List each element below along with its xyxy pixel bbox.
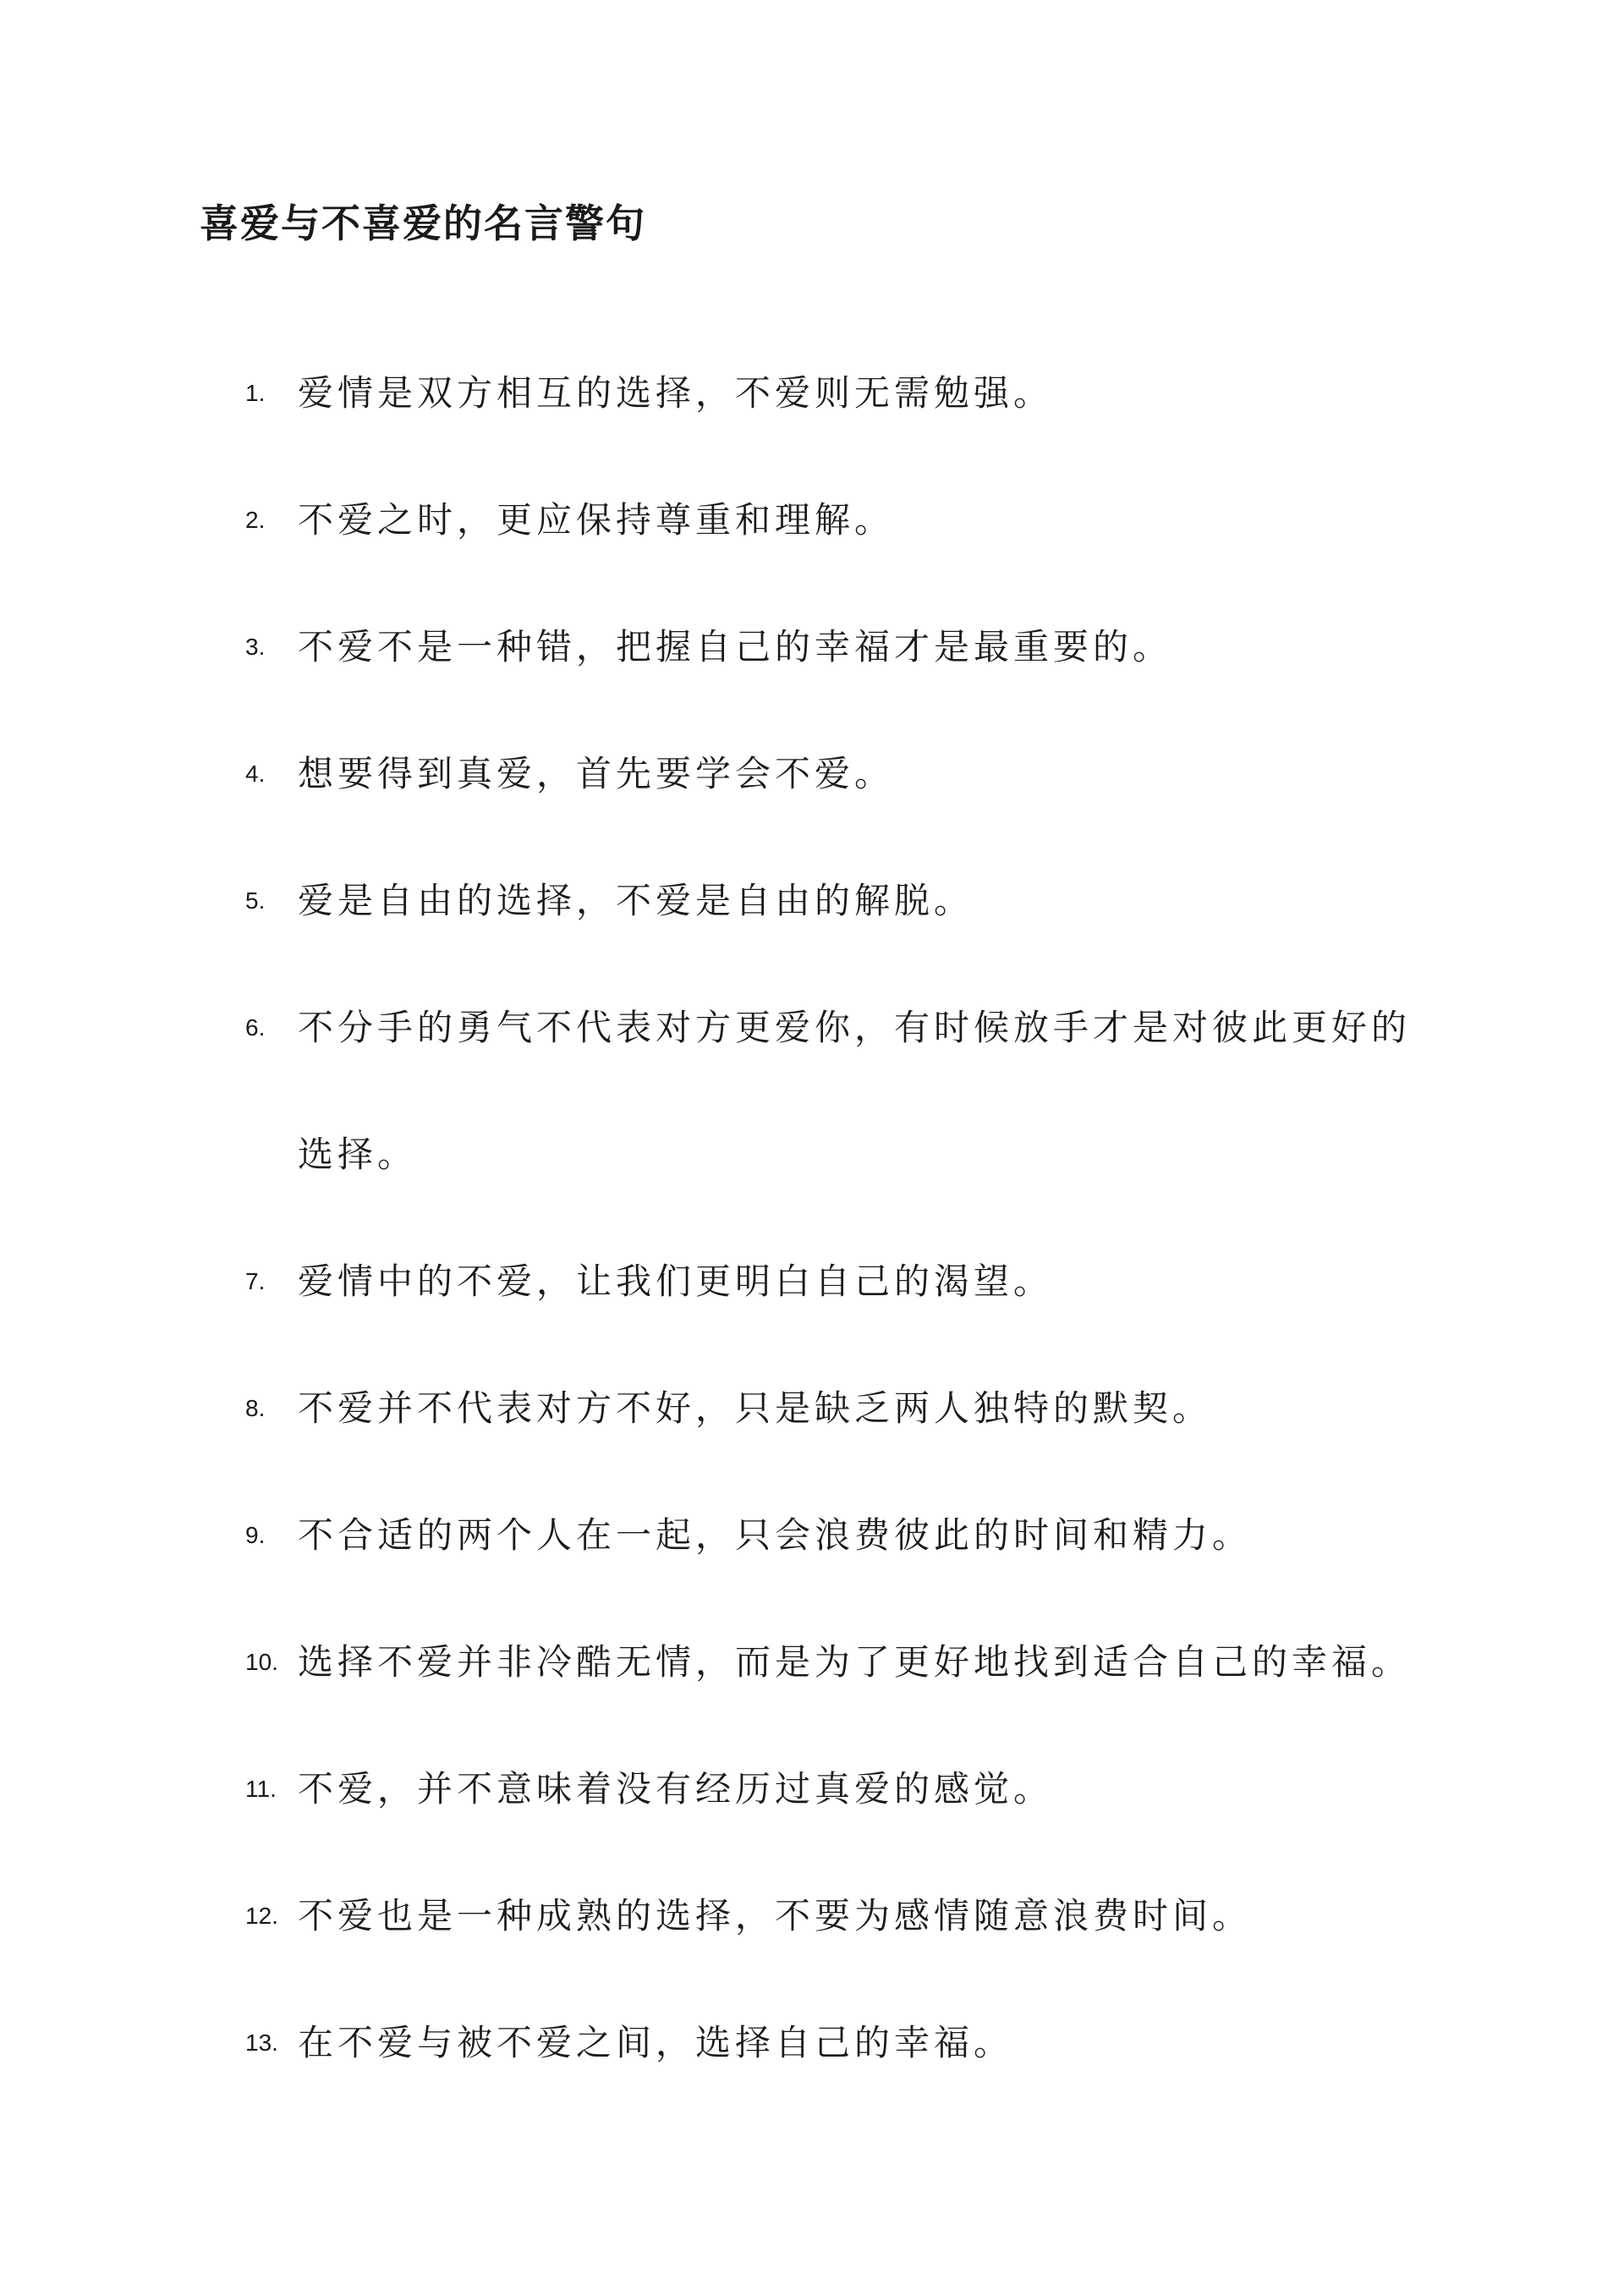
list-item-text: 在不爱与被不爱之间，选择自己的幸福。: [298, 2022, 1014, 2063]
list-item-text: 爱情是双方相互的选择，不爱则无需勉强。: [298, 372, 1054, 414]
list-item-number: 2.: [245, 507, 266, 533]
list-item: [245, 584, 1413, 711]
quote-list: [245, 330, 1413, 2106]
list-item: [245, 1599, 1413, 1726]
list-item-number: 5.: [245, 887, 266, 914]
list-item-number: 6.: [245, 1014, 266, 1041]
list-item-text: 爱情中的不爱，让我们更明白自己的渴望。: [298, 1261, 1054, 1302]
list-item-text: 不合适的两个人在一起，只会浪费彼此的时间和精力。: [298, 1514, 1253, 1556]
list-item: [245, 1218, 1413, 1345]
list-item-number: 8.: [245, 1395, 266, 1421]
list-item-text: 不爱也是一种成熟的选择，不要为感情随意浪费时间。: [298, 1895, 1253, 1936]
list-item-number: 4.: [245, 761, 266, 787]
list-item-text: 不爱不是一种错，把握自己的幸福才是最重要的。: [298, 626, 1173, 667]
list-item-text: 不爱，并不意味着没有经历过真爱的感觉。: [298, 1768, 1054, 1810]
list-item-text: 爱是自由的选择，不爱是自由的解脱。: [298, 880, 974, 921]
list-item-number: 10.: [245, 1649, 278, 1675]
list-item: [245, 1853, 1413, 1980]
list-item: [245, 711, 1413, 838]
list-item-number: 9.: [245, 1522, 266, 1548]
list-item: [245, 838, 1413, 964]
list-item-number: 7.: [245, 1268, 266, 1294]
list-item-number: 12.: [245, 1903, 278, 1929]
list-item: [245, 330, 1413, 457]
list-item: [245, 457, 1413, 584]
list-item: [245, 1472, 1413, 1599]
list-item-number: 11.: [245, 1776, 277, 1802]
page-title: 喜爱与不喜爱的名言警句: [200, 200, 646, 246]
list-item-number: 13.: [245, 2030, 278, 2056]
list-item-text: 想要得到真爱，首先要学会不爱。: [298, 753, 895, 794]
list-item-text: 不爱并不代表对方不好，只是缺乏两人独特的默契。: [298, 1387, 1213, 1429]
list-item: [245, 1345, 1413, 1472]
list-item: [245, 1726, 1413, 1853]
list-item: [245, 1980, 1413, 2106]
list-item: [245, 964, 1413, 1218]
list-item-text: 不爱之时，更应保持尊重和理解。: [298, 499, 895, 541]
list-item-number: 3.: [245, 634, 266, 660]
list-item-text: 选择不爱并非冷酷无情，而是为了更好地找到适合自己的幸福。: [298, 1641, 1412, 1683]
list-item-text: 不分手的勇气不代表对方更爱你，有时候放手才是对彼此更好的选择。: [298, 1007, 1412, 1175]
list-item-number: 1.: [245, 380, 266, 406]
